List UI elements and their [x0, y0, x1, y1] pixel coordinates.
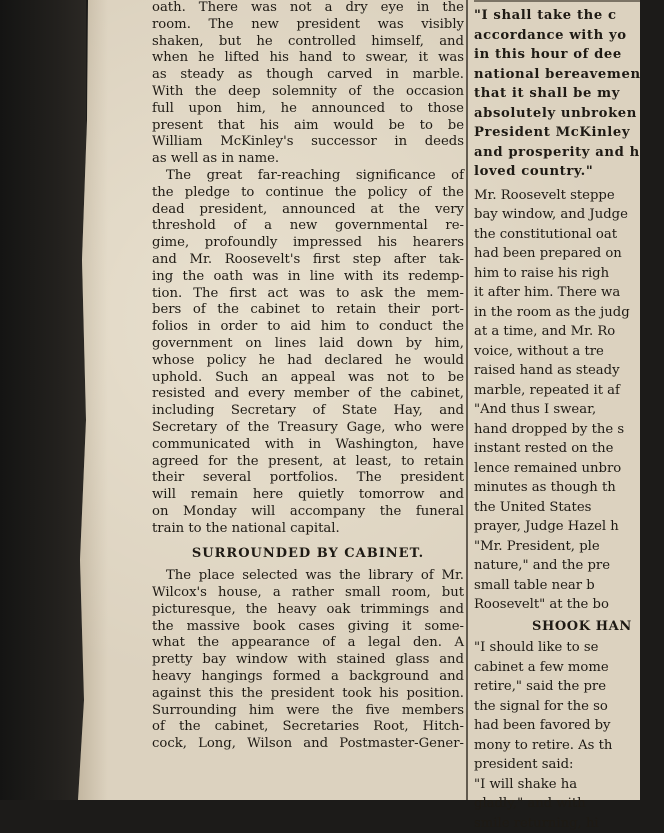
paragraph-2-line: whose policy he had declared he would	[152, 353, 464, 370]
oath-line: him to raise his righ	[474, 264, 664, 284]
quote-line: "I shall take the c	[474, 6, 664, 26]
shook-hands-paragraph	[474, 638, 664, 833]
paragraph-2-line: on Monday will accompany the funeral	[152, 504, 464, 521]
paragraph-1-line: as well as in name.	[152, 151, 464, 168]
paragraph-2-line: ing the oath was in line with its redemp-	[152, 269, 464, 286]
oath-line: instant rested on the	[474, 439, 664, 459]
paragraph-2-line: dead president, announced at the very	[152, 202, 464, 219]
quote-line: loved country."	[474, 162, 664, 182]
oath-line: hand dropped by the s	[474, 420, 664, 440]
shook-hands-line: "I should like to se	[474, 638, 664, 658]
shook-hands-line: cabinet a few mome	[474, 658, 664, 678]
oath-line: Roosevelt" at the bo	[474, 595, 664, 615]
shook-hands-line: president said:	[474, 755, 664, 775]
quote-line: in this hour of dee	[474, 45, 664, 65]
paragraph-1-line: With the deep solemnity of the occasion	[152, 84, 464, 101]
oath-line: nature," and the pre	[474, 556, 664, 576]
shook-hands-line: smile returning, hi	[474, 814, 664, 833]
paragraph-3-line: of the cabinet, Secretaries Root, Hitch-	[152, 719, 464, 736]
oath-line: marble, repeated it af	[474, 381, 664, 401]
paragraph-1-line: when he lifted his hand to swear, it was	[152, 50, 464, 67]
paragraph-1-line: present that his aim would be to be	[152, 118, 464, 135]
paragraph-1-line: shaken, but he controlled himself, and	[152, 34, 464, 51]
shook-hands-line: "I will shake ha	[474, 775, 664, 795]
shook-hands-line: the signal for the so	[474, 697, 664, 717]
paragraph-1-line: as steady as though carved in marble.	[152, 67, 464, 84]
paragraph-1-line: full upon him, he announced to those	[152, 101, 464, 118]
paragraph-2-line: will remain here quietly tomorrow and	[152, 487, 464, 504]
paragraph-2-line: agreed for the present, at least, to retain	[152, 454, 464, 471]
paragraph-2-line: gime, profoundly impressed his hearers	[152, 235, 464, 252]
paragraph-3	[152, 568, 464, 753]
quote-line: President McKinley	[474, 123, 664, 143]
oath-line: voice, without a tre	[474, 342, 664, 362]
shook-hands-line: mony to retire. As th	[474, 736, 664, 756]
pledge-quote	[474, 6, 664, 182]
paragraph-2-line: threshold of a new governmental re-	[152, 218, 464, 235]
shook-hands-line: gladly," and with	[474, 794, 664, 814]
paragraph-2	[152, 168, 464, 538]
paragraph-3-line: what the appearance of a legal den. A	[152, 635, 464, 652]
right-article-column	[474, 0, 664, 800]
quote-line: absolutely unbroken	[474, 104, 664, 124]
paragraph-3-line: Wilcox's house, a rather small room, but	[152, 585, 464, 602]
paragraph-2-line: their several portfolios. The president	[152, 470, 464, 487]
left-article-column	[152, 0, 464, 800]
oath-line: raised hand as steady	[474, 361, 664, 381]
oath-line: had been prepared on	[474, 244, 664, 264]
paragraph-2-line: resisted and every member of the cabinet,	[152, 386, 464, 403]
oath-line: "Mr. President, ple	[474, 537, 664, 557]
quote-line: and prosperity and h	[474, 143, 664, 163]
paragraph-2-line: bers of the cabinet to retain their port-	[152, 302, 464, 319]
quote-line: that it shall be my	[474, 84, 664, 104]
paragraph-2-line: and Mr. Roosevelt's first step after tak-	[152, 252, 464, 269]
section-headline: SURROUNDED BY CABINET.	[152, 546, 464, 563]
paragraph-2-line: train to the national capital.	[152, 521, 464, 538]
shook-hands-line: retire," said the pre	[474, 677, 664, 697]
paragraph-3-line: The place selected was the library of Mr.	[152, 568, 464, 585]
oath-line: it after him. There wa	[474, 283, 664, 303]
quote-line: national bereavemen	[474, 65, 664, 85]
paragraph-2-line: government on lines laid down by him,	[152, 336, 464, 353]
paragraph-3-line: the massive book cases giving it some-	[152, 619, 464, 636]
shook-hands-line: had been favored by	[474, 716, 664, 736]
oath-line: in the room as the judg	[474, 303, 664, 323]
oath-line: lence remained unbro	[474, 459, 664, 479]
paragraph-2-line: folios in order to aid him to conduct the	[152, 319, 464, 336]
paragraph-3-line: picturesque, the heavy oak trimmings and	[152, 602, 464, 619]
paragraph-2-line: Secretary of the Treasury Gage, who were	[152, 420, 464, 437]
paragraph-1-line: oath. There was not a dry eye in the	[152, 0, 464, 17]
oath-line: Mr. Roosevelt steppe	[474, 186, 664, 206]
oath-line: minutes as though th	[474, 478, 664, 498]
paragraph-3-line: Surrounding him were the five members	[152, 703, 464, 720]
paragraph-2-line: communicated with in Washington, have	[152, 437, 464, 454]
right-headline: SHOOK HAN	[532, 617, 664, 637]
oath-line: "And thus I swear,	[474, 400, 664, 420]
paragraph-2-line: uphold. Such an appeal was not to be	[152, 370, 464, 387]
oath-line: the United States	[474, 498, 664, 518]
oath-line: small table near b	[474, 576, 664, 596]
paragraph-2-line: tion. The first act was to ask the mem-	[152, 286, 464, 303]
paragraph-1-line: William McKinley's successor in deeds	[152, 134, 464, 151]
paragraph-3-line: cock, Long, Wilson and Postmaster-Gener-	[152, 736, 464, 753]
paragraph-1	[152, 0, 464, 168]
oath-line: bay window, and Judge	[474, 205, 664, 225]
oath-line: at a time, and Mr. Ro	[474, 322, 664, 342]
quote-line: accordance with yo	[474, 26, 664, 46]
paragraph-3-line: pretty bay window with stained glass and	[152, 652, 464, 669]
paragraph-3-line: heavy hangings formed a background and	[152, 669, 464, 686]
paragraph-3-line: against this the president took his position.	[152, 686, 464, 703]
paragraph-2-line: including Secretary of State Hay, and	[152, 403, 464, 420]
column-rule	[466, 0, 468, 800]
oath-line: prayer, Judge Hazel h	[474, 517, 664, 537]
oath-paragraph	[474, 186, 664, 615]
paragraph-2-line: the pledge to continue the policy of the	[152, 185, 464, 202]
paragraph-1-line: room. The new president was visibly	[152, 17, 464, 34]
dark-background-edge	[0, 0, 86, 800]
oath-line: the constitutional oat	[474, 225, 664, 245]
paragraph-2-line: The great far-reaching significance of	[152, 168, 464, 185]
